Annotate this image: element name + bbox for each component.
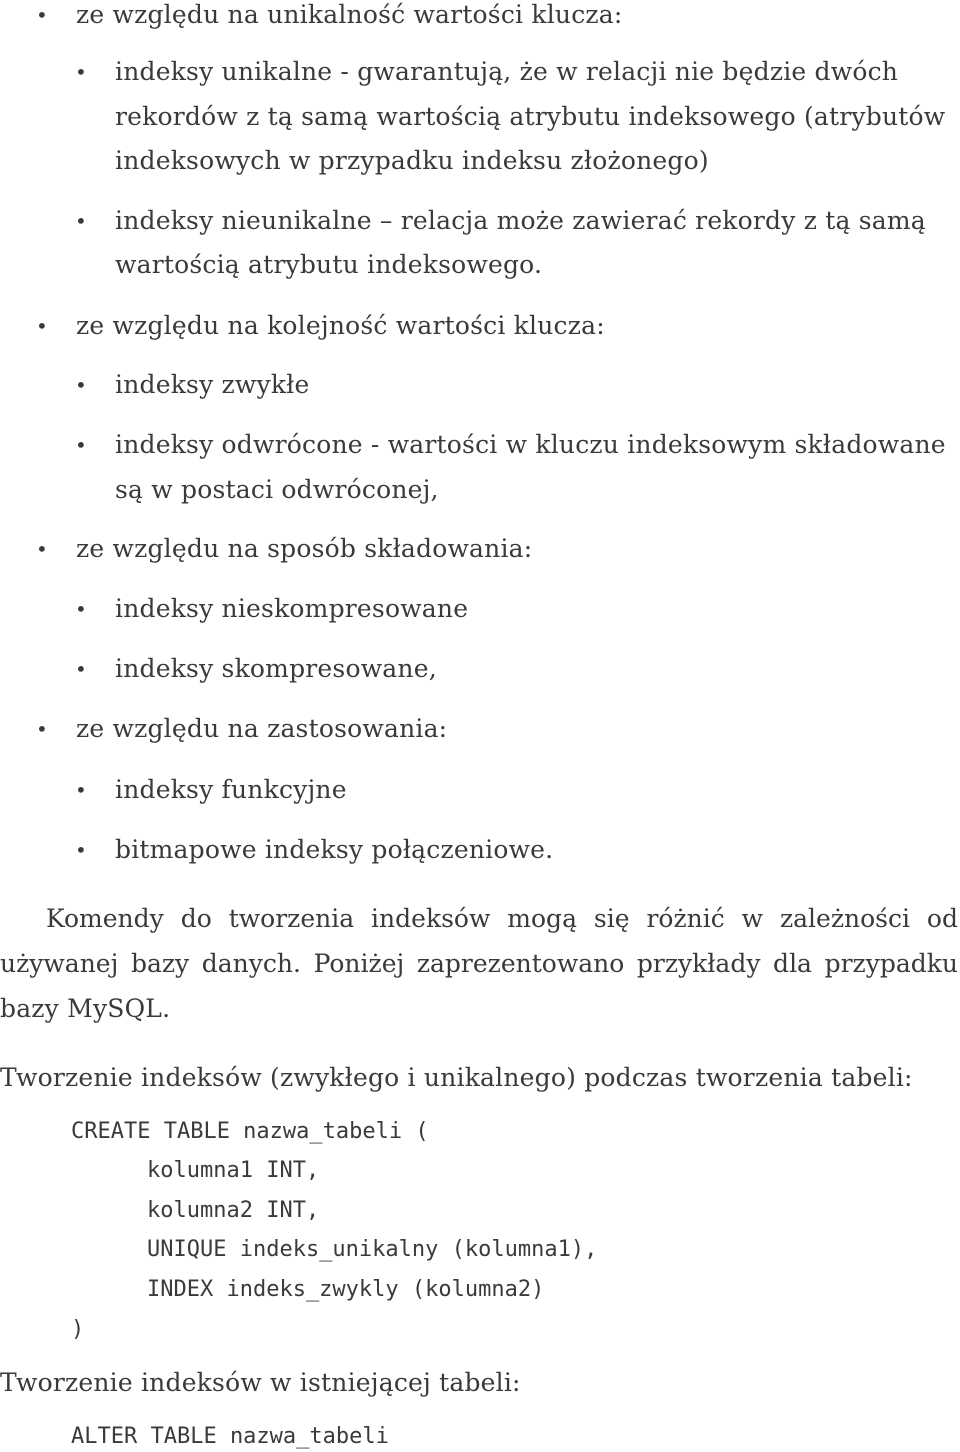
list-item-functional: indeksy funkcyjne (115, 775, 347, 804)
list-item-compressed: indeksy skompresowane, (115, 654, 437, 683)
code-line: INDEX indeks_zwykly (kolumna2) (147, 1277, 545, 1302)
paragraph-line2: używanej bazy danych. Poniżej zaprezentowano przykłady dla przypadku (0, 949, 958, 978)
list-heading-uniqueness: ze względu na unikalność wartości klucza: (76, 0, 623, 29)
code-line: kolumna2 INT, (147, 1198, 320, 1223)
bullet-icon: • (75, 373, 87, 397)
list-heading-order: ze względu na kolejność wartości klucza: (76, 311, 605, 340)
bullet-icon: • (75, 209, 87, 233)
bullet-icon: • (75, 597, 87, 621)
code-line: ALTER TABLE nazwa_tabeli (71, 1424, 389, 1449)
bullet-icon: • (75, 657, 87, 681)
bullet-icon: • (75, 838, 87, 862)
list-item-reversed-line1: indeksy odwrócone - wartości w kluczu indeksowym składowane (115, 430, 946, 459)
list-item-unique-line2: rekordów z tą samą wartością atrybutu indeksowego (atrybutów (115, 102, 946, 131)
code-line: CREATE TABLE nazwa_tabeli ( (71, 1119, 429, 1144)
list-item-reversed-line2: są w postaci odwróconej, (115, 475, 439, 504)
list-item-bitmap: bitmapowe indeksy połączeniowe. (115, 835, 554, 864)
paragraph-line3: bazy MySQL. (0, 994, 171, 1023)
list-heading-storage: ze względu na sposób składowania: (76, 534, 533, 563)
bullet-icon: • (36, 717, 48, 741)
list-item-uncompressed: indeksy nieskompresowane (115, 594, 469, 623)
list-item-nonunique-line2: wartością atrybutu indeksowego. (115, 250, 543, 279)
list-item-unique-line1: indeksy unikalne - gwarantują, że w relacji nie będzie dwóch (115, 57, 899, 86)
bullet-icon: • (36, 314, 48, 338)
code-line: ) (71, 1317, 85, 1342)
list-item-unique-line3: indeksowych w przypadku indeksu złożonego) (115, 146, 709, 175)
section-heading-alter: Tworzenie indeksów w istniejącej tabeli: (0, 1368, 521, 1397)
list-item-normal: indeksy zwykłe (115, 370, 310, 399)
code-line: UNIQUE indeks_unikalny (kolumna1), (147, 1237, 598, 1262)
bullet-icon: • (36, 3, 48, 27)
bullet-icon: • (75, 433, 87, 457)
bullet-icon: • (36, 537, 48, 561)
list-item-nonunique-line1: indeksy nieunikalne – relacja może zawierać rekordy z tą samą (115, 206, 926, 235)
section-heading-create: Tworzenie indeksów (zwykłego i unikalnego) podczas tworzenia tabeli: (0, 1063, 913, 1092)
list-heading-usage: ze względu na zastosowania: (76, 714, 448, 743)
bullet-icon: • (75, 778, 87, 802)
bullet-icon: • (75, 60, 87, 84)
paragraph-line1: Komendy do tworzenia indeksów mogą się różnić w zależności od (46, 904, 958, 933)
code-line: kolumna1 INT, (147, 1158, 320, 1183)
